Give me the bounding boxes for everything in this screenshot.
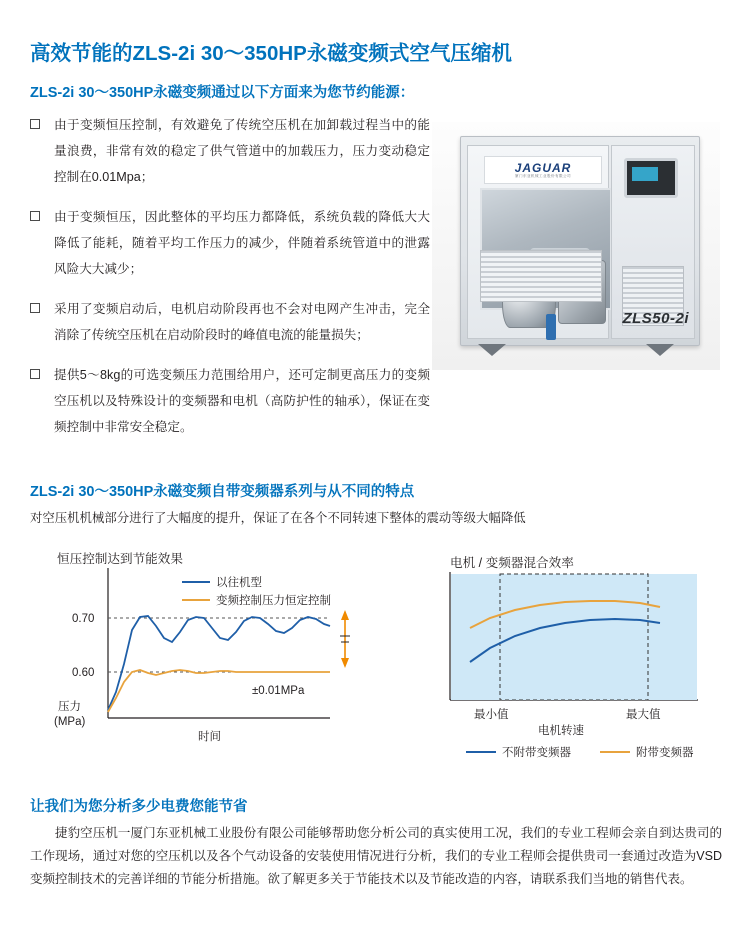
section-subtitle: ZLS-2i 30～350HP永磁变频通过以下方面来为您节约能源： <box>30 85 415 101</box>
section2-heading: ZLS-2i 30～350HP永磁变频自带变频器系列与从不同的特点 <box>30 484 415 500</box>
legend-label-without-vsd: 不附带变频器 <box>502 747 571 759</box>
list-item-text: 采用了变频启动后，电机启动阶段再也不会对电网产生冲击，完全消除了传统空压机在启动阶段时的峰值电流的能量损失； <box>54 302 430 342</box>
tolerance-arrow-up <box>341 610 349 620</box>
x-axis-label: 时间 <box>198 731 221 743</box>
brand-logo-text: JAGUAR <box>514 160 572 175</box>
list-item-text: 提供5～8kg的可选变频压力范围给用户，还可定制更高压力的变频空压机以及特殊设计的变频器和电机（高防护性的轴承），保证在变频控制中非常安全稳定。 <box>54 368 430 434</box>
checkbox-square-icon <box>30 369 40 379</box>
product-image <box>432 122 720 370</box>
list-item <box>30 204 430 282</box>
x-tick-min: 最小值 <box>474 709 509 721</box>
pressure-chart-svg <box>30 560 410 760</box>
page-title: 高效节能的ZLS-2i 30～350HP永磁变频式空气压缩机 <box>30 42 512 65</box>
x-tick-max: 最大值 <box>626 709 661 721</box>
list-item-text: 由于变频恒压控制，有效避免了传统空压机在加卸载过程当中的能量浪费，非常有效的稳定了供气管道中的加载压力，压力变动稳定控制在0.01Mpa； <box>54 118 430 184</box>
list-item-text: 由于变频恒压，因此整体的平均压力都降低，系统负载的降低大大降低了能耗，随着平均工作压力的减少，伴随着系统管道中的泄露风险大大减少； <box>54 210 430 276</box>
efficiency-chart-svg <box>430 566 730 766</box>
section3-paragraph: 捷豹空压机一厦门东亚机械工业股份有限公司能够帮助您分析公司的真实使用工况，我们的专业工程师会亲自到达贵司的工作现场，通过对您的空压机以及各个气动设备的安装使用情况进行分析，我们的专业工程师会提供贵司一套通过改造为VSD变频控制技术的完善详细的节能分析措施。欲了解更多关于节能技术以及节能改造的内容，请联系我们当地的销售代表。 <box>30 826 722 886</box>
compressor-left-panel <box>467 145 609 339</box>
compressor-foot-right <box>646 344 674 356</box>
y-tick-070: 0.70 <box>72 613 95 625</box>
chart-fill-area <box>451 574 697 700</box>
chart-left-title: 恒压控制达到节能效果 <box>57 552 183 566</box>
checkbox-square-icon <box>30 303 40 313</box>
benefits-list <box>30 112 430 454</box>
y-tick-060: 0.60 <box>72 667 95 679</box>
checkbox-square-icon <box>30 211 40 221</box>
machinery-blue-part <box>546 314 556 340</box>
tolerance-arrow-down <box>341 658 349 668</box>
compressor-foot-left <box>478 344 506 356</box>
section3-heading: 让我们为您分析多少电费您能节省 <box>30 799 248 815</box>
y-axis-label-line2: (MPa) <box>54 716 86 728</box>
pressure-control-chart <box>30 560 410 760</box>
section2-subline: 对空压机机械部分进行了大幅度的提升，保证了在各个不同转速下整体的震动等级大幅降低 <box>30 511 526 525</box>
list-item <box>30 362 430 440</box>
brand-logo-subtext: 厦门东亚机械工业股份有限公司 <box>515 173 571 178</box>
brand-logo <box>484 156 602 184</box>
product-model-label: ZLS50-2i <box>622 310 689 327</box>
compressor-body <box>460 136 700 346</box>
checkbox-square-icon <box>30 119 40 129</box>
legend-label-conventional: 以往机型 <box>216 577 262 589</box>
x-axis-label: 电机转速 <box>538 725 584 737</box>
y-axis-label-line1: 压力 <box>58 701 81 713</box>
compressor-grille <box>480 250 602 302</box>
control-display <box>624 158 678 198</box>
legend-label-with-vsd: 附带变频器 <box>636 747 694 759</box>
motor-efficiency-chart <box>430 566 730 766</box>
legend-label-vsd: 变频控制压力恒定控制 <box>216 595 331 607</box>
chart-right-title: 电机 / 变频器混合效率 <box>450 556 574 570</box>
tolerance-annotation: ±0.01MPa <box>252 685 305 697</box>
list-item <box>30 296 430 348</box>
list-item <box>30 112 430 190</box>
